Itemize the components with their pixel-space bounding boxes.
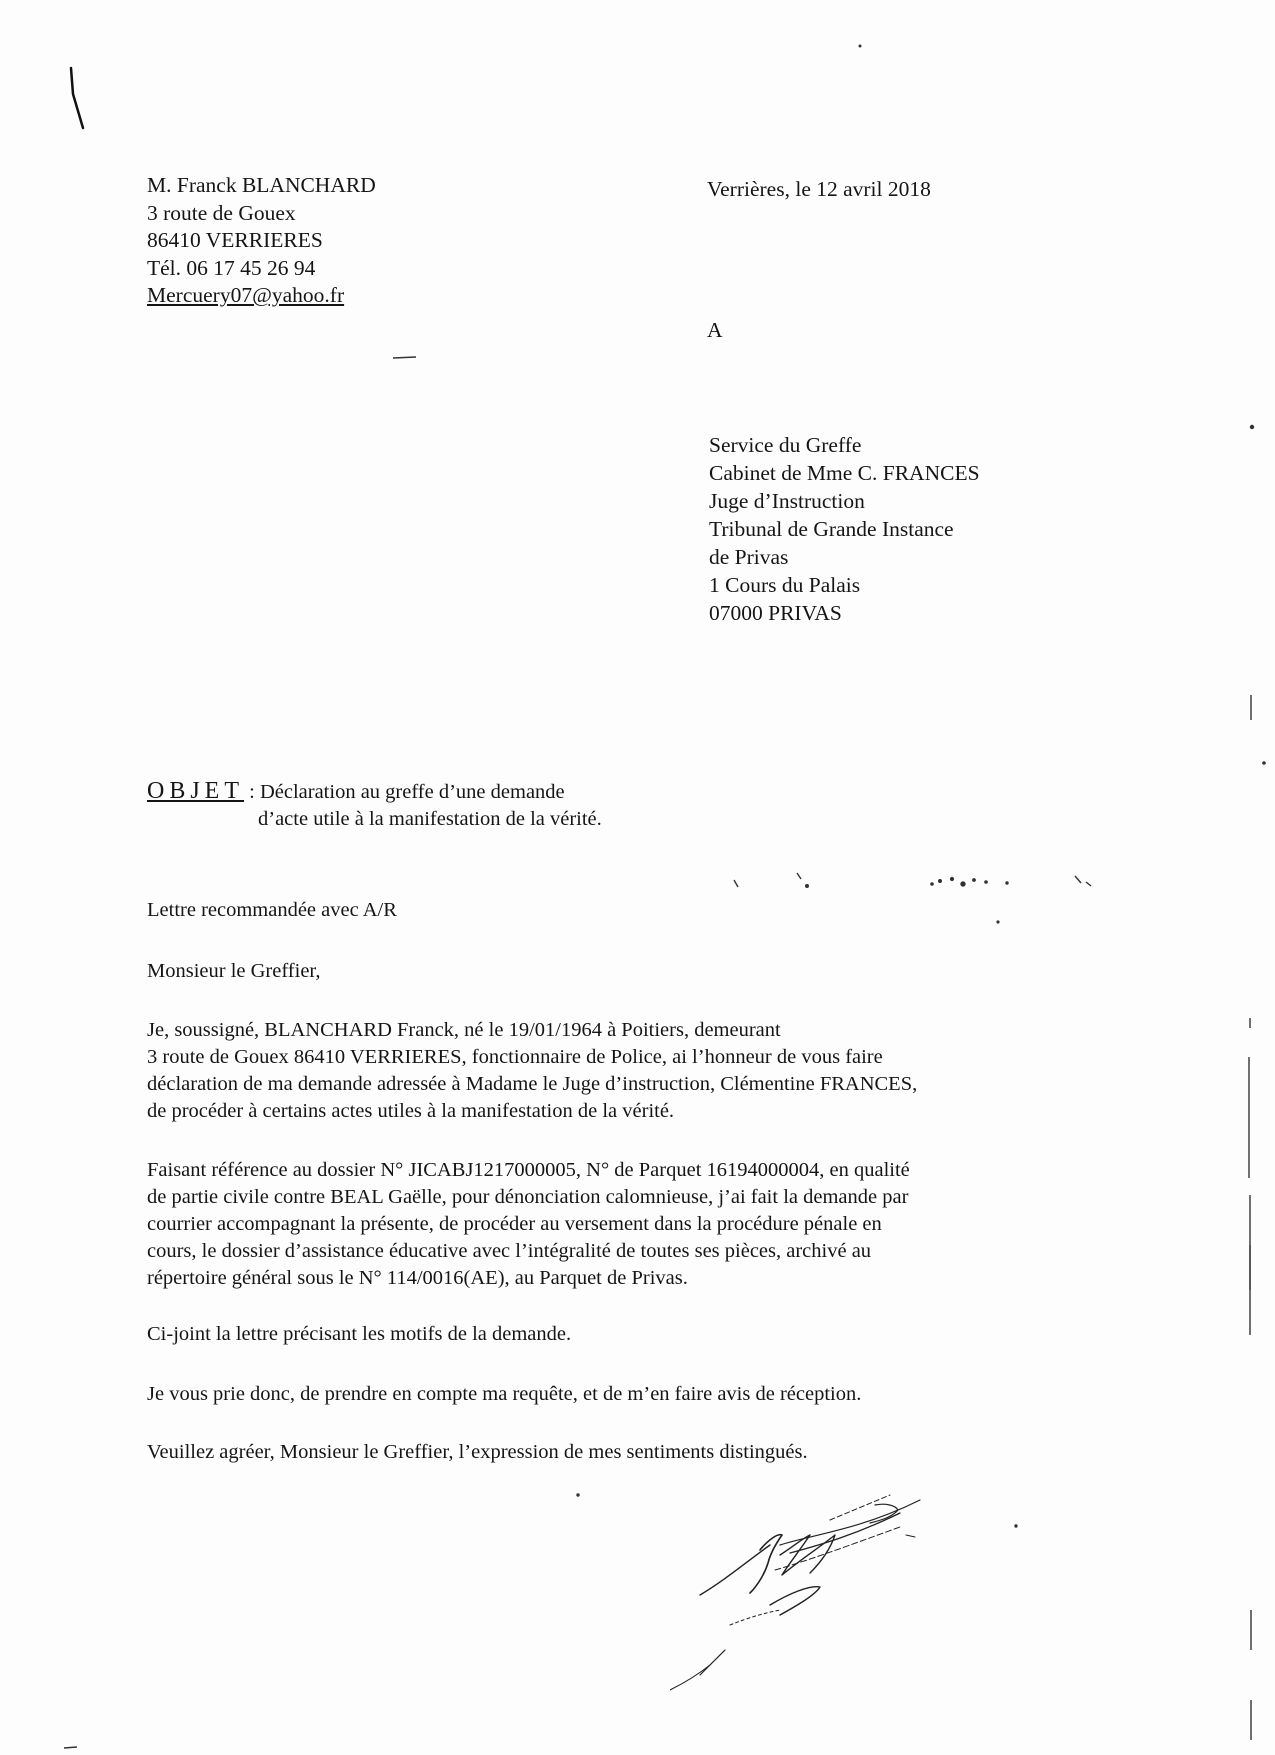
recipient-line-2: Cabinet de Mme C. FRANCES — [709, 461, 980, 485]
paragraph-line: 3 route de Gouex 86410 VERRIERES, fonctionnaire de Police, ai l’honneur de vous faire — [147, 1046, 883, 1068]
recipient-address-block — [709, 431, 980, 627]
paragraph-line: Je, soussigné, BLANCHARD Franck, né le 19/01/1964 à Poitiers, demeurant — [147, 1019, 781, 1041]
recipient-line-5: de Privas — [709, 545, 789, 569]
recipient-line-3: Juge d’Instruction — [709, 489, 865, 513]
recipient-line-1: Service du Greffe — [709, 433, 862, 457]
subject-first-line — [147, 778, 602, 806]
subject-block — [147, 778, 602, 833]
paragraph-declaration — [147, 1017, 1061, 1125]
to-label: A — [707, 318, 723, 342]
paragraph-reference — [147, 1157, 1061, 1292]
handwritten-signature — [670, 1475, 1030, 1705]
paragraph-line: de partie civile contre BEAL Gaëlle, pour dénonciation calomnieuse, j’ai fait la demande par — [147, 1186, 909, 1208]
enclosure-note: Ci-joint la lettre précisant les motifs de la demande. — [147, 1323, 572, 1345]
paragraph-line: Faisant référence au dossier N° JICABJ1217000005, N° de Parquet 16194000004, en qualité — [147, 1159, 910, 1181]
sender-name: M. Franck BLANCHARD — [147, 173, 376, 197]
recipient-line-4: Tribunal de Grande Instance — [709, 517, 954, 541]
sender-city: 86410 VERRIERES — [147, 228, 323, 252]
paragraph-line: déclaration de ma demande adressée à Madame le Juge d’instruction, Clémentine FRANCES, — [147, 1073, 918, 1095]
pen-stroke-mark — [65, 64, 95, 134]
closing-formula: Veuillez agréer, Monsieur le Greffier, l’expression de mes sentiments distingués. — [147, 1441, 808, 1463]
sender-phone: Tél. 06 17 45 26 94 — [147, 255, 316, 280]
greeting: Monsieur le Greffier, — [147, 960, 321, 982]
subject-line-2: d’acte utile à la manifestation de la vérité. — [258, 808, 602, 830]
paragraph-line: cours, le dossier d’assistance éducative avec l’intégralité de toutes ses pièces, archivé au — [147, 1240, 872, 1262]
subject-separator: : — [249, 781, 255, 803]
subject-label: OBJET — [147, 778, 244, 804]
letter-date: Verrières, le 12 avril 2018 — [707, 177, 931, 201]
registered-mail-note: Lettre recommandée avec A/R — [147, 899, 397, 921]
paragraph-line: répertoire général sous le N° 114/0016(AE), au Parquet de Privas. — [147, 1267, 688, 1289]
recipient-line-7: 07000 PRIVAS — [709, 601, 842, 625]
sender-street: 3 route de Gouex — [147, 200, 296, 225]
subject-line-1: Déclaration au greffe d’une demande — [259, 781, 565, 803]
paragraph-line: courrier accompagnant la présente, de procéder au versement dans la procédure pénale en — [147, 1213, 882, 1235]
paragraph-line: de procéder à certains actes utiles à la manifestation de la vérité. — [147, 1100, 675, 1122]
sender-address-block — [147, 172, 376, 310]
sender-email-link[interactable]: Mercuery07@yahoo.fr — [147, 283, 345, 307]
request-sentence: Je vous prie donc, de prendre en compte ma requête, et de m’en faire avis de réception. — [147, 1383, 862, 1405]
recipient-line-6: 1 Cours du Palais — [709, 573, 861, 597]
